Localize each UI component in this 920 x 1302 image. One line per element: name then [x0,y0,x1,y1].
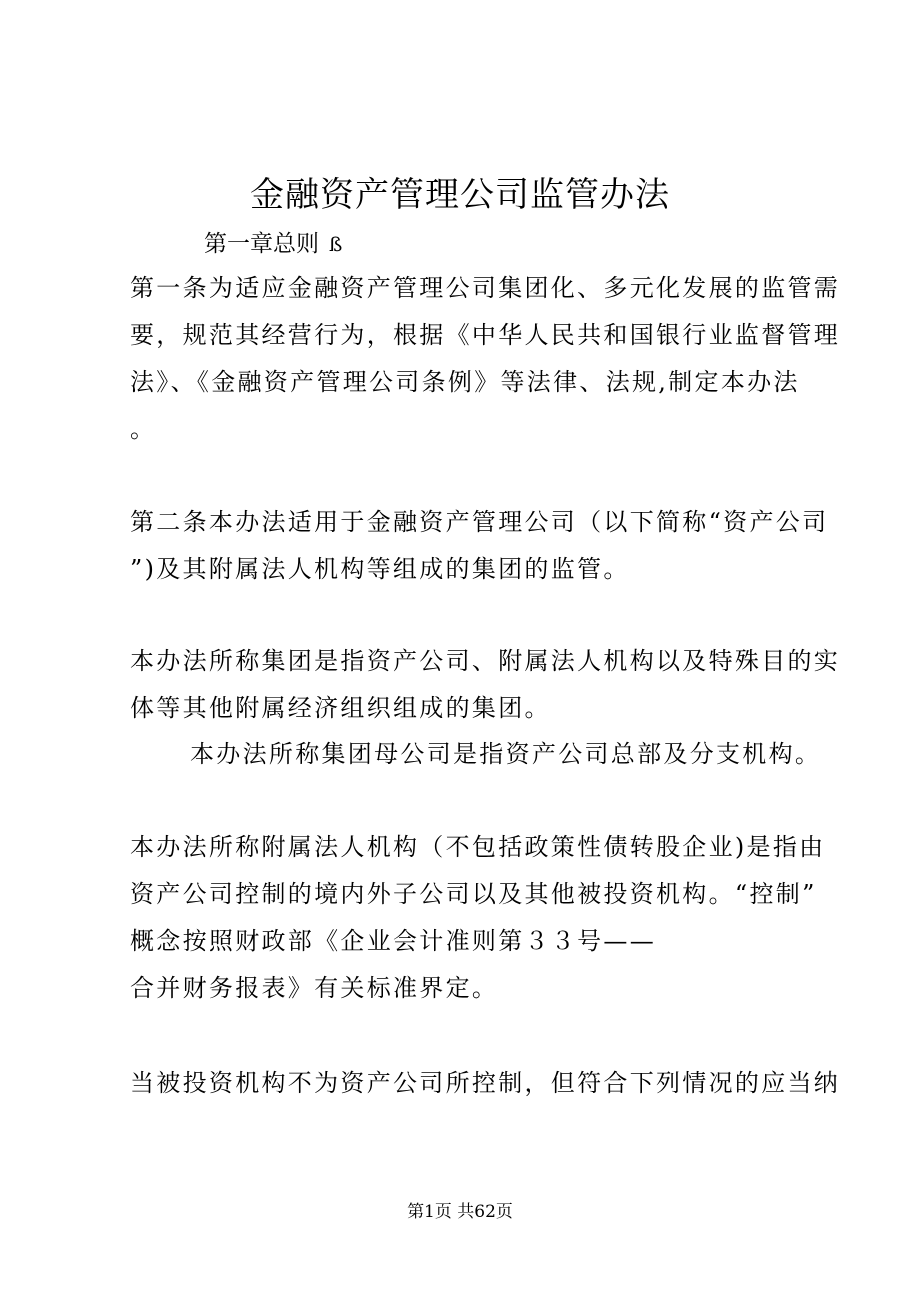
text-line: ”)及其附属法人机构等组成的集团的监管。 [130,555,630,583]
text-line: 本办法所称附属法人机构（不包括政策性债转股企业)是指由 [130,833,826,861]
document-title: 金融资产管理公司监管办法 [250,175,670,215]
text-line: 。 [130,415,157,443]
text-line: 本办法所称集团母公司是指资产公司总部及分支机构。 [190,740,822,768]
paragraph-article-1 [130,265,841,453]
paragraph-parent-company-definition [190,731,822,778]
text-line: 当被投资机构不为资产公司所控制，但符合下列情况的应当纳 [130,1069,841,1097]
text-line: 概念按照财政部《企业会计准则第３３号—— [130,927,656,955]
text-line: 第二条本办法适用于金融资产管理公司（以下简称“资产公司 [130,508,829,536]
text-line: 第一条为适应金融资产管理公司集团化、多元化发展的监管需 [130,274,841,302]
text-line: 本办法所称集团是指资产公司、附属法人机构以及特殊目的实 [130,647,841,675]
chapter-mark-glyph: ß [329,232,343,256]
paragraph-group-definition [130,638,841,732]
paragraph-affiliate-definition [130,824,826,1012]
text-line: 体等其他附属经济组织组成的集团。 [130,694,551,722]
page-footer: 第1页 共62页 [407,1202,513,1222]
text-line: 合并财务报表》有关标准界定。 [130,974,499,1002]
text-line: 资产公司控制的境内外子公司以及其他被投资机构。“控制” [130,880,817,908]
chapter-heading-text: 第一章总则 [204,231,319,257]
chapter-heading [204,228,342,260]
paragraph-article-2 [130,499,829,593]
paragraph-investee-clause [130,1060,841,1107]
text-line: 法》、《金融资产管理公司条例》等法律、法规,制定本办法 [130,368,800,396]
text-line: 要，规范其经营行为，根据《中华人民共和国银行业监督管理 [130,321,841,349]
